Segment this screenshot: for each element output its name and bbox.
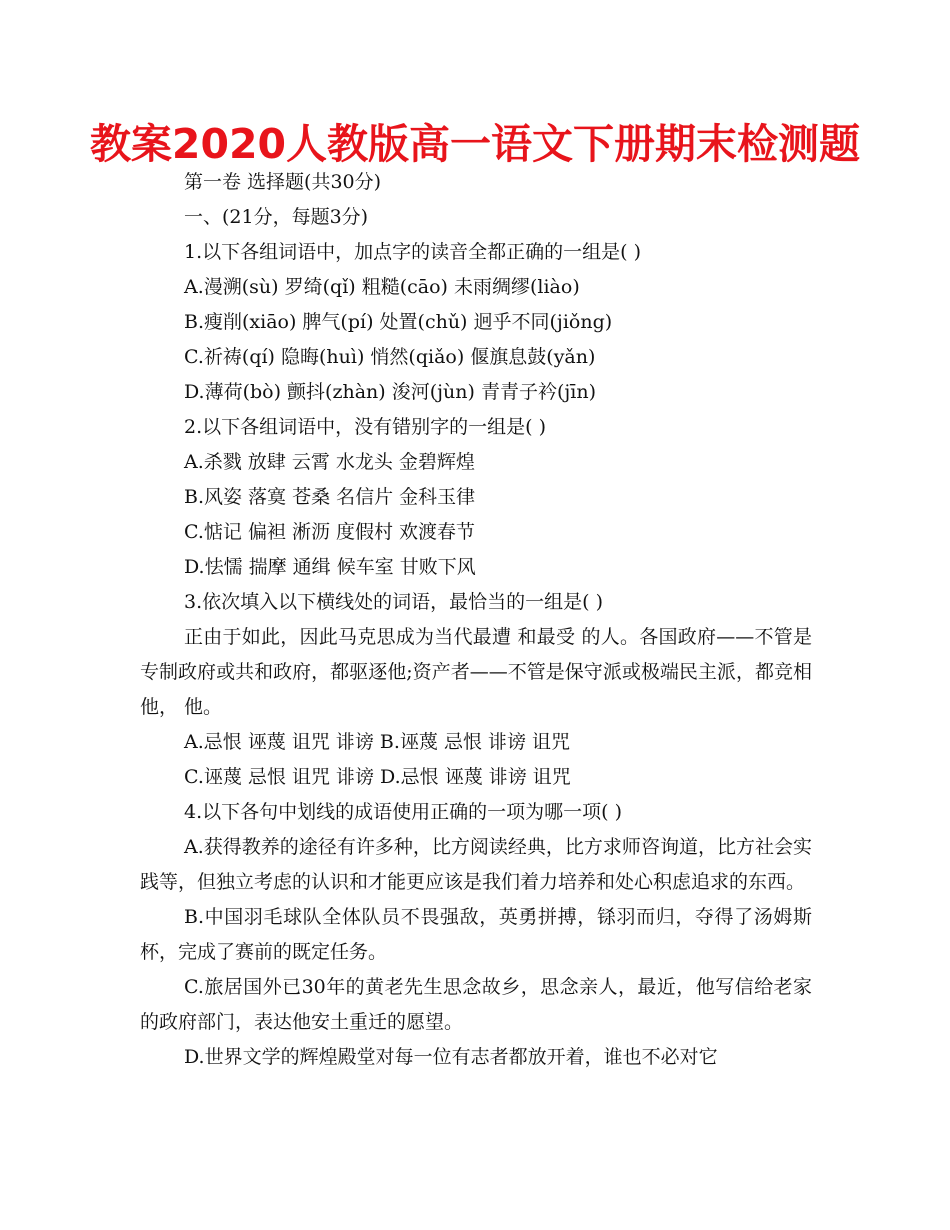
- question-2-option-c: C.惦记 偏袒 淅沥 度假村 欢渡春节: [184, 521, 476, 543]
- question-4-option-a: A.获得教养的途径有许多种，比方阅读经典，比方求师咨询道，比方社会实践等，但独立考虑的认识和才能更应该是我们着力培养和处心积虑追求的东西。: [140, 836, 812, 893]
- question-2-option-d: D.怯懦 揣摩 通缉 候车室 甘败下风: [184, 556, 476, 578]
- question-4-option-d: D.世界文学的辉煌殿堂对每一位有志者都放开着，谁也不必对它: [184, 1046, 718, 1068]
- question-3: 3.依次填入以下横线处的词语，最恰当的一组是( ): [184, 591, 603, 613]
- question-1-option-c: C.祈祷(qí) 隐晦(huì) 悄然(qiǎo) 偃旗息鼓(yǎn): [184, 346, 596, 368]
- question-3-options-cd: C.诬蔑 忌恨 诅咒 诽谤 D.忌恨 诬蔑 诽谤 诅咒: [184, 766, 571, 788]
- question-1-option-d: D.薄荷(bò) 颤抖(zhàn) 浚河(jùn) 青青子衿(jīn): [184, 381, 596, 403]
- question-4-option-b: B.中国羽毛球队全体队员不畏强敌，英勇拼搏，铩羽而归，夺得了汤姆斯杯，完成了赛前的既定任务。: [140, 906, 812, 963]
- question-1-option-a: A.漫溯(sù) 罗绮(qǐ) 粗糙(cāo) 未雨绸缪(liào): [184, 276, 580, 298]
- document-title: 教案2020人教版高一语文下册期末检测题: [89, 120, 861, 168]
- question-1-option-b: B.瘦削(xiāo) 脾气(pí) 处置(chǔ) 迥乎不同(jiǒng): [184, 311, 613, 333]
- document-body: [140, 165, 812, 1075]
- question-4: 4.以下各句中划线的成语使用正确的一项为哪一项( ): [184, 801, 622, 823]
- question-2-option-b: B.风姿 落寞 苍桑 名信片 金科玉律: [184, 486, 476, 508]
- question-3-options-ab: A.忌恨 诬蔑 诅咒 诽谤 B.诬蔑 忌恨 诽谤 诅咒: [184, 731, 571, 753]
- section-heading: 第一卷 选择题(共30分): [184, 171, 382, 193]
- question-1: 1.以下各组词语中，加点字的读音全都正确的一组是( ): [184, 241, 641, 263]
- question-2-option-a: A.杀戮 放肆 云霄 水龙头 金碧辉煌: [184, 451, 475, 473]
- question-2: 2.以下各组词语中，没有错别字的一组是( ): [184, 416, 546, 438]
- question-3-passage: 正由于如此，因此马克思成为当代最遭 和最受 的人。各国政府——不管是专制政府或共和政府，都驱逐他;资产者——不管是保守派或极端民主派，都竞相 他， 他。: [140, 626, 812, 718]
- question-4-option-c: C.旅居国外已30年的黄老先生思念故乡，思念亲人，最近，他写信给老家的政府部门，表达他安土重迁的愿望。: [140, 976, 812, 1033]
- subsection-heading: 一、(21分，每题3分): [184, 206, 369, 228]
